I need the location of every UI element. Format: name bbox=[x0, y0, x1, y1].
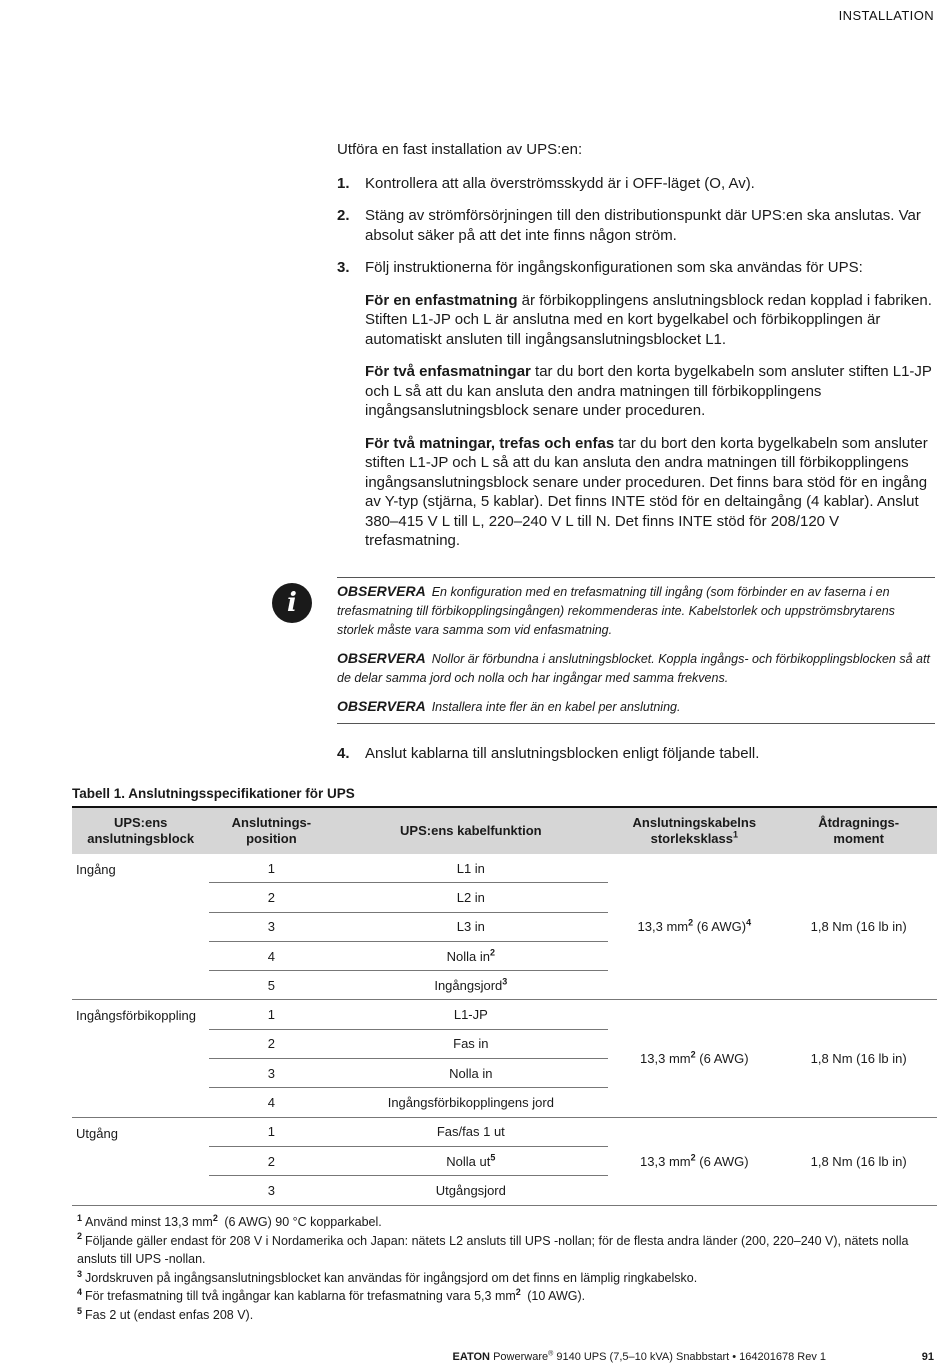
step-number: 4. bbox=[337, 745, 350, 762]
page-footer bbox=[0, 1351, 950, 1367]
cell-position: 4 bbox=[209, 1088, 333, 1117]
header-block: UPS:ens anslutningsblock bbox=[72, 807, 209, 854]
cell-function: Ingångsförbikopplingens jord bbox=[333, 1088, 608, 1117]
cell-position: 1 bbox=[209, 1117, 333, 1146]
header-function: UPS:ens kabelfunktion bbox=[333, 807, 608, 854]
page-number: 91 bbox=[921, 1351, 934, 1363]
paragraph-text: tar du bort den korta bygelkabeln som ansluter stiften L1-JP och L så att du kan ansluta den andra matningen till förbikopplingens ingångsanslutningsblock senare under proceduren. bbox=[365, 363, 932, 419]
step-number: 1. bbox=[337, 174, 350, 192]
paragraph-lead: För en enfastmatning bbox=[365, 291, 518, 309]
step-4 bbox=[337, 745, 935, 762]
cell-position: 2 bbox=[209, 1029, 333, 1058]
footer-doc-info: EATON Powerware® 9140 UPS (7,5–10 kVA) Snabbstart • 164201678 Rev 1 bbox=[452, 1350, 826, 1363]
instructions bbox=[337, 140, 935, 564]
cell-function: Utgångsjord bbox=[333, 1176, 608, 1205]
intro-text: Utföra en fast installation av UPS:en: bbox=[337, 141, 583, 158]
note-label: OBSERVERA bbox=[337, 650, 426, 666]
section-header: INSTALLATION bbox=[838, 8, 934, 23]
cell-position: 3 bbox=[209, 1059, 333, 1088]
cell-block: Utgång bbox=[72, 1117, 209, 1205]
table-row bbox=[72, 1117, 937, 1146]
step-1 bbox=[337, 174, 935, 194]
cell-position: 4 bbox=[209, 941, 333, 970]
paragraph-text: tar du bort den korta bygelkabeln som ansluter stiften L1-JP och L så att du kan ansluta den andra matningen till förbikopplingens ingångsanslutningsblock senare under proceduren. Det finns bara stöd för en ingång av Y-typ (stjärna, 5 kablar). Det finns INTE stöd för en deltaingång (4 kablar). Anslut 380–415 V L till L, 220–240 V L till N. Det finns INTE stöd för 208/120 V trefasmatning. bbox=[365, 434, 928, 549]
cell-block: Ingång bbox=[76, 862, 116, 877]
step-text: Stäng av strömförsörjningen till den distributionspunkt där UPS:en ska anslutas. Var absolut säker på att det inte finns någon ström. bbox=[365, 207, 921, 244]
header-position: Anslutnings- position bbox=[209, 807, 333, 854]
cell-function: L2 in bbox=[333, 883, 608, 912]
step-text: Följ instruktionerna för ingångskonfigurationen som ska användas för UPS: bbox=[365, 259, 863, 276]
cell-function: Ingångsjord$^3$ bbox=[333, 971, 608, 1000]
cell-size: 13,3 $mm^2$ (6 AWG) bbox=[608, 1117, 780, 1205]
cell-function: Fas in bbox=[333, 1029, 608, 1058]
table-row bbox=[72, 1000, 937, 1029]
note-label: OBSERVERA bbox=[337, 698, 426, 714]
note-3 bbox=[337, 697, 935, 717]
cell-function: L1-JP bbox=[333, 1000, 608, 1029]
three-phase-paragraph bbox=[365, 434, 935, 551]
note-1 bbox=[337, 582, 935, 640]
cell-torque: 1,8 Nm (16 lb in) bbox=[810, 919, 907, 935]
cell-function: Nolla $in^2$ bbox=[333, 941, 608, 970]
cell-function: L3 in bbox=[333, 912, 608, 941]
note-text: Installera inte fler än en kabel per anslutning. bbox=[431, 700, 681, 714]
paragraph-text: är förbikopplingens anslutningsblock redan kopplad i fabriken. Stiften L1-JP och L är anslutna med en kort bygelkabel och förbikopplingen är automatiskt ansluten till ingångsanslutningsblocket L1. bbox=[365, 291, 932, 348]
step-number: 2. bbox=[337, 207, 350, 224]
footnote-5: $^5$ Fas 2 ut (endast enfas 208 V). bbox=[77, 1305, 254, 1322]
footnote-1: $^1$ Använd minst 13,3 $mm^2$ (6 AWG) 90 °C kopparkabel. bbox=[77, 1212, 382, 1229]
cell-size: 13,3 $mm^2$ (6 AWG) bbox=[608, 1000, 780, 1117]
note-2 bbox=[337, 649, 935, 688]
footer-brand: EATON bbox=[452, 1351, 491, 1363]
cell-position: 2 bbox=[209, 883, 333, 912]
cell-position: 5 bbox=[209, 971, 333, 1000]
note-label: OBSERVERA bbox=[337, 583, 426, 599]
cell-position: 3 bbox=[209, 1176, 333, 1205]
cell-block: Ingångsförbikoppling bbox=[72, 1000, 209, 1117]
table-title: Tabell 1. Anslutningsspecifikationer för UPS bbox=[72, 786, 355, 801]
table-header-row bbox=[72, 807, 937, 854]
table-row bbox=[72, 854, 937, 883]
cell-function: Nolla $ut^5$ bbox=[333, 1146, 608, 1175]
connection-spec-table bbox=[72, 806, 937, 1206]
cell-position: 3 bbox=[209, 912, 333, 941]
cell-position: 1 bbox=[209, 1000, 333, 1029]
cell-function: Nolla in bbox=[333, 1059, 608, 1088]
footnote-2: $^2$ Följande gäller endast för 208 V i Nordamerika och Japan: nätets L2 ansluts till UPS -nollan; för de flesta andra länder (200, 220–240 V), nätets nolla ansluts till UPS -nollan. bbox=[77, 1231, 909, 1267]
footnote-3: $^3$ Jordskruven på ingångsanslutningsblocket kan användas för ingångsjord om det finns en lämplig ringkabelsko. bbox=[77, 1268, 698, 1285]
dual-single-phase-paragraph bbox=[365, 362, 935, 421]
cell-size: 13,3 $mm^2$ (6 AWG)$^4$ bbox=[637, 917, 752, 935]
cell-function: Fas/fas 1 ut bbox=[333, 1117, 608, 1146]
single-phase-paragraph bbox=[365, 291, 935, 350]
cell-position: 2 bbox=[209, 1146, 333, 1175]
cell-torque: 1,8 Nm (16 lb in) bbox=[780, 1000, 937, 1117]
header-torque: Åtdragnings- moment bbox=[780, 807, 937, 854]
footnotes bbox=[77, 1213, 935, 1325]
step-2 bbox=[337, 206, 935, 245]
step-3 bbox=[337, 258, 935, 551]
note-text: En konfiguration med en trefasmatning till ingång (som förbinder en av faserna i en trefasmatning till förbikopplingsingången) rekommenderas inte. Kabelstorlek och uppströmsbrytarens storlek måste vara samma som vid enfasmatning. bbox=[337, 585, 895, 637]
cell-function: L1 in bbox=[456, 860, 485, 876]
paragraph-lead: För två matningar, trefas och enfas bbox=[365, 434, 615, 452]
cell-position: 1 bbox=[267, 860, 275, 876]
paragraph-lead: För två enfasmatningar bbox=[365, 363, 531, 380]
cell-torque: 1,8 Nm (16 lb in) bbox=[780, 1117, 937, 1205]
info-icon: i bbox=[272, 583, 312, 623]
notes-box bbox=[337, 577, 935, 724]
step-number: 3. bbox=[337, 259, 350, 276]
step-text: Kontrollera att alla överströmsskydd är i OFF-läget (O, Av). bbox=[365, 174, 755, 192]
note-text: Nollor är förbundna i anslutningsblocket. Koppla ingångs- och förbikopplingsblocken så att de delar samma jord och nolla och har ingångar med samma frekvens. bbox=[337, 652, 930, 685]
footnote-4: $^4$ För trefasmatning till två ingångar kan kablarna för trefasmatning vara 5,3 $mm^2$ (10 AWG). bbox=[77, 1287, 586, 1304]
header-size: Anslutningskabelns storleksklass$^1$ bbox=[608, 807, 780, 854]
step-text: Anslut kablarna till anslutningsblocken enligt följande tabell. bbox=[365, 745, 760, 762]
